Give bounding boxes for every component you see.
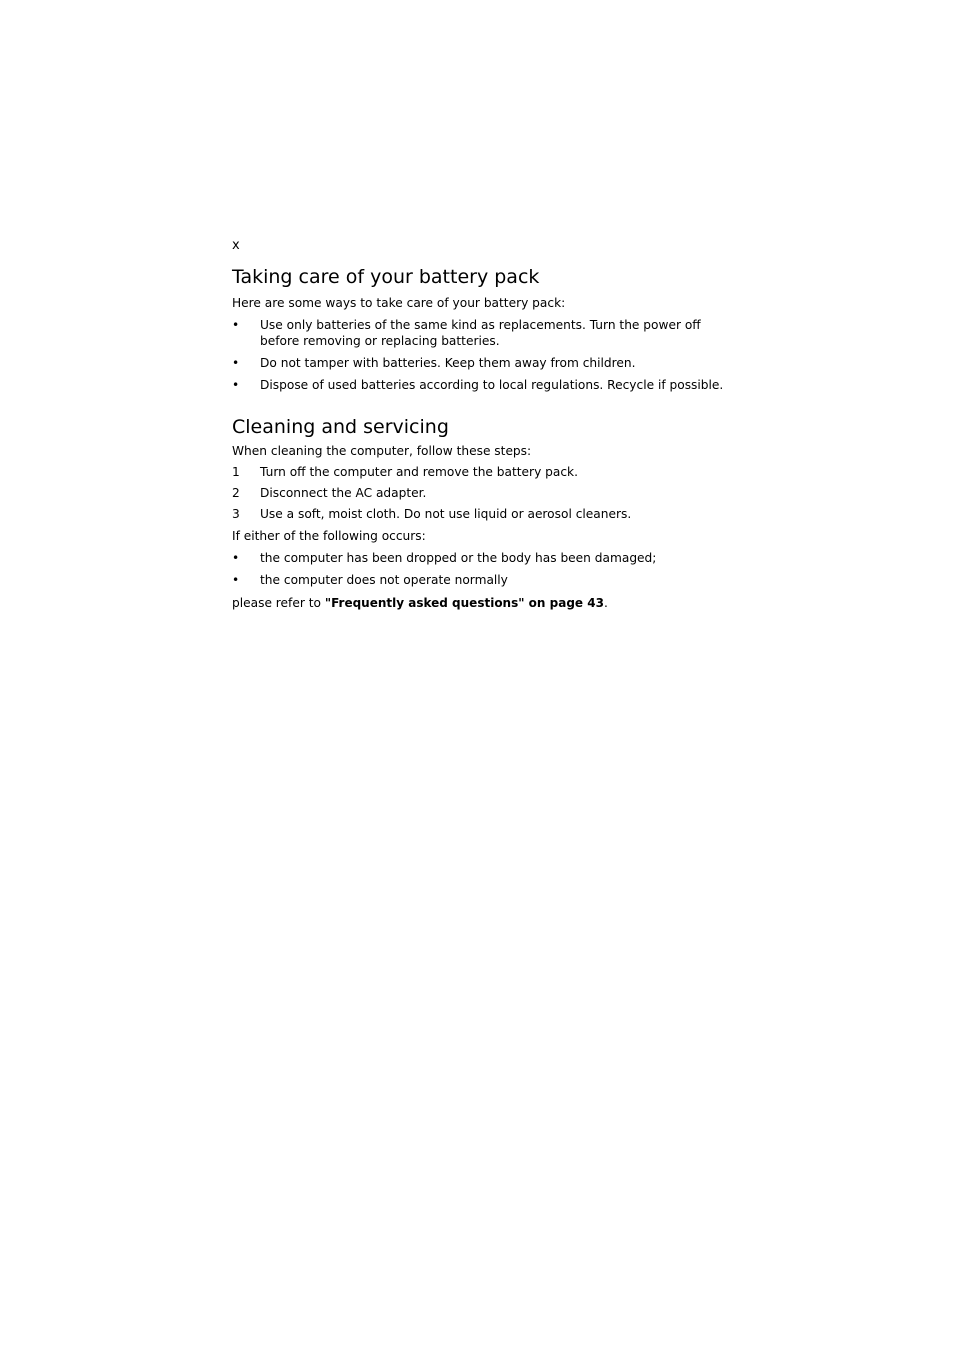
step-text: Turn off the computer and remove the battery pack.: [260, 465, 578, 479]
cleaning-steps-list: [232, 464, 732, 522]
bullet-icon: •: [232, 573, 240, 587]
list-item-text: Dispose of used batteries according to local regulations. Recycle if possible.: [260, 378, 724, 392]
bullet-icon: •: [232, 551, 240, 565]
list-item: [232, 355, 732, 371]
list-item: [232, 506, 732, 522]
cleaning-intro: When cleaning the computer, follow these steps:: [232, 444, 532, 458]
battery-intro: Here are some ways to take care of your battery pack:: [232, 296, 566, 310]
bullet-icon: •: [232, 318, 240, 332]
page-number: x: [232, 238, 240, 253]
list-item: [232, 485, 732, 501]
refer-prefix: please refer to: [232, 596, 325, 610]
cleaning-section-heading: Cleaning and servicing: [232, 416, 449, 438]
faq-link[interactable]: "Frequently asked questions" on page 43: [324, 596, 604, 610]
refer-paragraph: [232, 595, 732, 611]
conditions-list: [232, 550, 732, 588]
list-item-text: Use only batteries of the same kind as replacements. Turn the power off before removing or replacing batteries.: [260, 318, 701, 348]
list-item-text: the computer has been dropped or the body has been damaged;: [260, 551, 657, 565]
refer-suffix: .: [603, 596, 608, 610]
step-text: Use a soft, moist cloth. Do not use liquid or aerosol cleaners.: [260, 507, 632, 521]
conditions-intro: If either of the following occurs:: [232, 529, 426, 543]
bullet-icon: •: [232, 378, 240, 392]
list-item-text: the computer does not operate normally: [260, 573, 508, 587]
list-item: [232, 572, 732, 588]
step-number: 2: [232, 486, 240, 500]
battery-tips-list: [232, 317, 732, 393]
step-number: 1: [232, 465, 240, 479]
page-content: [232, 238, 732, 611]
battery-section-heading: Taking care of your battery pack: [232, 266, 540, 288]
step-number: 3: [232, 507, 240, 521]
list-item: [232, 377, 732, 393]
list-item: [232, 550, 732, 566]
list-item-text: Do not tamper with batteries. Keep them away from children.: [260, 356, 636, 370]
list-item: [232, 464, 732, 480]
list-item: [232, 317, 732, 349]
bullet-icon: •: [232, 356, 240, 370]
step-text: Disconnect the AC adapter.: [260, 486, 427, 500]
